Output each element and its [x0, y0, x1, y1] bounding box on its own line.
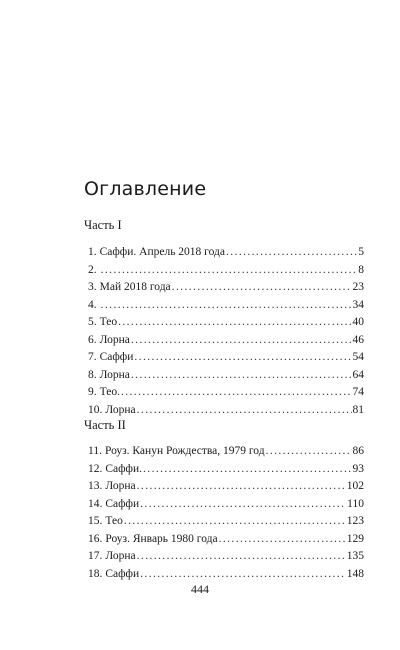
toc-entry: [84, 314, 364, 332]
entry-title: Лорна: [105, 480, 136, 492]
entry-page: 34: [352, 298, 364, 311]
dot-leader: [219, 531, 346, 549]
entry-page: 102: [346, 480, 364, 492]
entry-number: 11.: [88, 445, 102, 457]
entry-number: 8.: [88, 368, 97, 381]
entry-title: Тео: [99, 316, 118, 328]
dot-leader: [124, 513, 346, 531]
toc-list-part-2: [84, 443, 364, 583]
entry-page: 148: [346, 567, 364, 580]
entry-number: 7.: [88, 351, 97, 363]
toc-entry: [84, 297, 364, 315]
dot-leader: [226, 244, 357, 262]
entry-number: 15.: [88, 515, 103, 527]
toc-list-part-1: [84, 244, 364, 419]
dot-leader: [140, 566, 346, 584]
toc-entry: [84, 443, 364, 461]
entry-title: Роуз. Канун Рождества, 1979 год: [104, 445, 265, 457]
part-heading-2: Часть II: [84, 418, 126, 432]
dot-leader: [118, 314, 351, 332]
entry-title: Тео: [105, 515, 123, 527]
entry-page: 129: [346, 532, 364, 545]
entry-title: Лорна: [99, 368, 130, 381]
entry-title: Май 2018 года: [99, 281, 171, 293]
dot-leader: [137, 548, 346, 566]
entry-page: 46: [352, 333, 364, 346]
toc-entry: [84, 349, 364, 367]
page-number: 444: [191, 582, 209, 596]
toc-entry: [84, 461, 364, 479]
entry-title: Саффи. Апрель 2018 года: [99, 246, 225, 258]
entry-number: 9.: [88, 386, 97, 398]
entry-title: Роуз. Январь 1980 года: [105, 532, 218, 545]
toc-entry: [84, 513, 364, 531]
entry-page: 40: [352, 316, 364, 328]
entry-title: Саффи.: [105, 462, 143, 475]
entry-page: 110: [347, 497, 364, 510]
entry-page: 86: [352, 445, 364, 457]
toc-entry: [84, 262, 364, 280]
entry-page: 74: [352, 386, 364, 398]
entry-number: 1.: [88, 246, 97, 258]
entry-page: 135: [346, 550, 364, 562]
toc-entry: [84, 531, 364, 549]
toc-entry: [84, 244, 364, 262]
dot-leader: [134, 349, 351, 367]
entry-number: 6.: [88, 333, 97, 346]
entry-number: 10.: [88, 403, 103, 416]
entry-page: 64: [352, 368, 364, 381]
dot-leader: [131, 332, 352, 350]
part-heading-1: Часть I: [84, 218, 122, 232]
dot-leader: [137, 402, 352, 420]
entry-page: 8: [358, 263, 364, 276]
toc-entry: [84, 478, 364, 496]
toc-entry: [84, 279, 364, 297]
entry-number: 12.: [88, 462, 103, 475]
entry-title: Саффи: [105, 497, 140, 510]
entry-number: 5.: [88, 316, 97, 328]
entry-page: 123: [346, 515, 364, 527]
dot-leader: [137, 478, 346, 496]
entry-title: Тео.: [99, 386, 120, 398]
entry-number: 13.: [88, 480, 103, 492]
entry-number: 18.: [88, 567, 103, 580]
entry-number: 14.: [88, 497, 103, 510]
entry-title: Лорна: [99, 333, 130, 346]
entry-title: Лорна: [105, 550, 136, 562]
dot-leader: [131, 367, 352, 385]
entry-page: 23: [352, 281, 364, 293]
toc-entry: [84, 367, 364, 385]
entry-number: 3.: [88, 281, 97, 293]
entry-number: 17.: [88, 550, 103, 562]
toc-entry: [84, 384, 364, 402]
dot-leader: [172, 279, 352, 297]
toc-entry: [84, 496, 364, 514]
toc-entry: [84, 332, 364, 350]
dot-leader: [140, 496, 346, 514]
dot-leader: [266, 443, 352, 461]
toc-entry: [84, 402, 364, 420]
toc-title: Оглавление: [84, 178, 207, 200]
entry-page: 54: [352, 351, 364, 363]
entry-page: 5: [358, 246, 364, 258]
entry-title: Саффи: [105, 567, 140, 580]
dot-leader: [101, 262, 358, 280]
entry-number: 4.: [88, 298, 97, 311]
dot-leader: [101, 297, 352, 315]
entry-page: 93: [352, 462, 364, 475]
dot-leader: [143, 461, 351, 479]
entry-title: Лорна: [105, 403, 136, 416]
toc-entry: [84, 548, 364, 566]
entry-title: Саффи: [99, 351, 134, 363]
toc-entry: [84, 566, 364, 584]
dot-leader: [121, 384, 352, 402]
entry-number: 16.: [88, 532, 103, 545]
entry-page: 81: [352, 403, 364, 416]
entry-number: 2.: [88, 263, 97, 276]
